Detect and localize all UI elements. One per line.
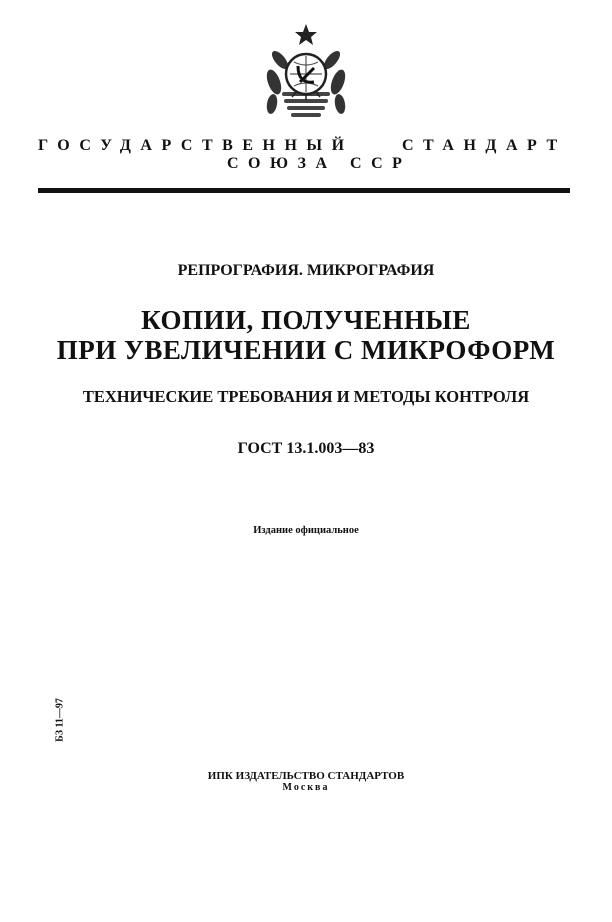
- state-emblem-icon: [254, 22, 358, 126]
- document-title-line1: КОПИИ, ПОЛУЧЕННЫЕ: [141, 305, 471, 335]
- header-divider: [38, 188, 570, 193]
- document-title-line2: ПРИ УВЕЛИЧЕНИИ С МИКРОФОРМ: [56, 335, 556, 365]
- side-code: БЗ 11—97: [54, 698, 66, 742]
- header-standard-label: СТАНДАРТ: [402, 137, 567, 154]
- publisher-city: Москва: [282, 782, 330, 793]
- document-subtitle: ТЕХНИЧЕСКИЕ ТРЕБОВАНИЯ И МЕТОДЫ КОНТРОЛЯ: [82, 387, 530, 406]
- publisher-name: ИПК ИЗДАТЕЛЬСТВО СТАНДАРТОВ: [207, 770, 405, 782]
- document-designation: ГОСТ 13.1.003—83: [237, 440, 375, 457]
- header-state-label: ГОСУДАРСТВЕННЫЙ: [38, 137, 354, 154]
- document-series: РЕПРОГРАФИЯ. МИКРОГРАФИЯ: [177, 262, 435, 279]
- header-union-label: СОЮЗА ССР: [227, 155, 412, 172]
- edition-label: Издание официальное: [253, 525, 359, 536]
